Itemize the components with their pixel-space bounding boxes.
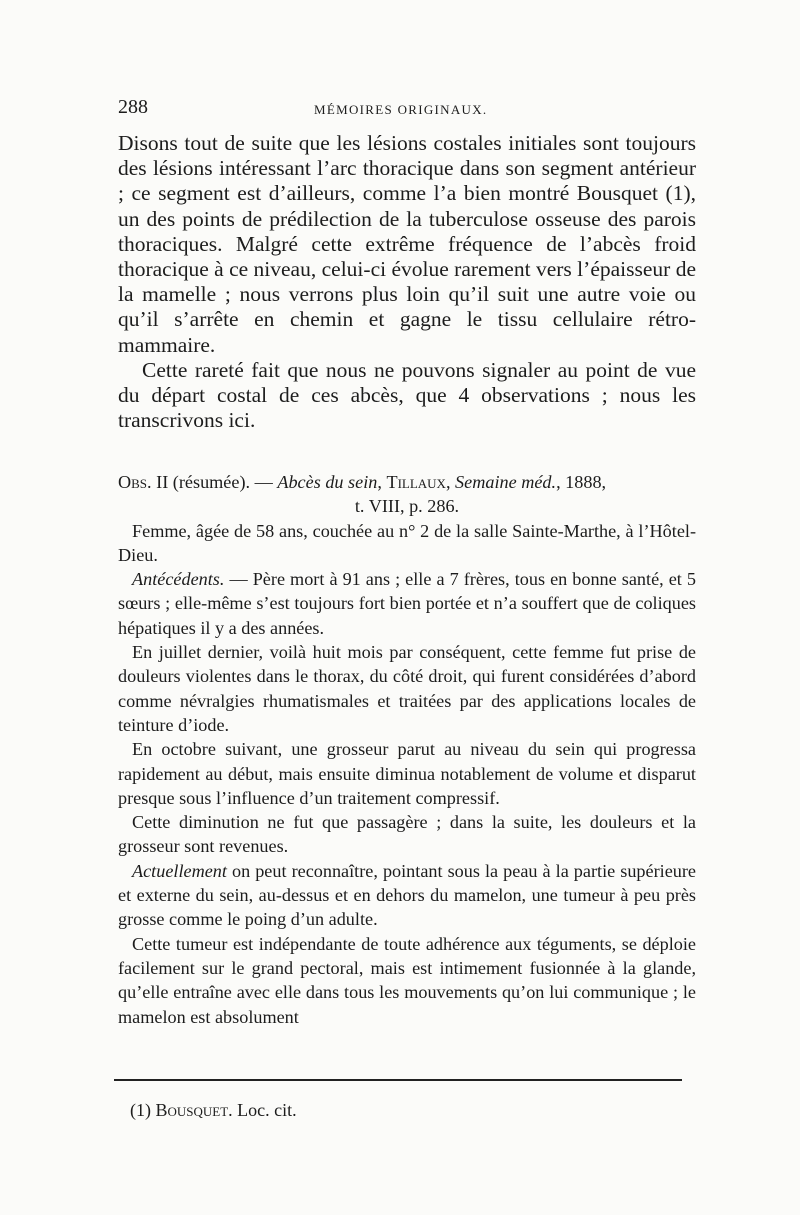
footnote-author: Bousquet — [155, 1100, 229, 1120]
paragraph-tumeur: Cette tumeur est indépendante de toute adhérence aux téguments, se déploie facilement sur le grand pectoral, mais est intimement fusionnée à la glande, qu’elle entraîne avec elle dans tous les mouvements qu’on lui communique ; le mamelon est absolument — [118, 933, 696, 1027]
antecedents-text: — Père mort à 91 ans ; elle a 7 frères, tous en bonne santé, et 5 sœurs ; elle-même s’est toujours fort bien portée et n’a souffert que de coliques hépatiques il y a des années. — [118, 569, 696, 638]
paragraph-juillet: En juillet dernier, voilà huit mois par conséquent, cette femme fut prise de douleurs violentes dans le thorax, du côté droit, qui furent considérées d’abord comme névralgies rhumatismales et traitées par des applications locales de teinture d’iode. — [118, 642, 696, 735]
paragraph-antecedents — [118, 567, 696, 640]
obs-journal: Semaine méd. — [455, 472, 557, 492]
paragraph-intro: Disons tout de suite que les lésions costales initiales sont toujours des lésions intéressant l’arc thoracique dans son segment antérieur ; ce segment est d’ailleurs, comme l’a bien montré Bousquet (1), un des points de prédilection de la tuberculose osseuse des parois thoraciques. Malgré cette extrême fréquence de l’abcès froid thoracique à ce niveau, celui-ci évolue rarement vers l’épaisseur de la mamelle ; nous verrons plus loin qu’il suit une autre voie ou qu’il s’arrête en chemin et gagne le tissu cellulaire rétro-mammaire. — [118, 131, 696, 357]
footnote-divider — [114, 1079, 682, 1081]
footnote — [130, 1100, 297, 1121]
paragraph-diminution: Cette diminution ne fut que passagère ; dans la suite, les douleurs et la grosseur sont revenues. — [118, 812, 696, 857]
obs-label: Obs. — [118, 472, 152, 492]
paragraph-rarity: Cette rareté fait que nous ne pouvons signaler au point de vue du départ costal de ces abcès, que 4 observations ; nous les transcrivons ici. — [118, 357, 696, 433]
paragraph-octobre: En octobre suivant, une grosseur parut au niveau du sein qui progressa rapidement au début, mais ensuite diminua notablement de volume et disparut presque sous l’influence d’un traitement compressif. — [118, 739, 696, 808]
observation-title — [118, 470, 696, 519]
obs-author: Tillaux — [386, 472, 446, 492]
antecedents-label: Antécédents. — [132, 569, 225, 590]
observation-block — [118, 470, 696, 1029]
footnote-marker: (1) — [130, 1100, 156, 1120]
obs-year: , 1888, — [556, 472, 607, 492]
running-head: MÉMOIRES ORIGINAUX. — [314, 102, 488, 117]
obs-sep: , — [377, 472, 387, 492]
paragraph-patient: Femme, âgée de 58 ans, couchée au n° 2 de la salle Sainte-Marthe, à l’Hôtel-Dieu. — [118, 520, 696, 565]
obs-volume: t. VIII, p. 286. — [354, 496, 460, 517]
paragraph-actuellement — [118, 859, 696, 932]
main-text — [118, 131, 696, 433]
footnote-rest: . Loc. cit. — [228, 1100, 297, 1120]
page-header — [118, 96, 698, 126]
actuellement-text: on peut reconnaître, pointant sous la peau à la partie supérieure et externe du sein, au-dessus et en dehors du mamelon, une tumeur à peu près grosse comme le poing d’un adulte. — [118, 860, 696, 930]
obs-sep: , — [445, 472, 456, 492]
actuellement-label: Actuellement — [132, 860, 227, 881]
obs-number: II (résumée). — — [151, 472, 278, 492]
page-number: 288 — [118, 96, 148, 118]
obs-title: Abcès du sein — [277, 472, 378, 492]
